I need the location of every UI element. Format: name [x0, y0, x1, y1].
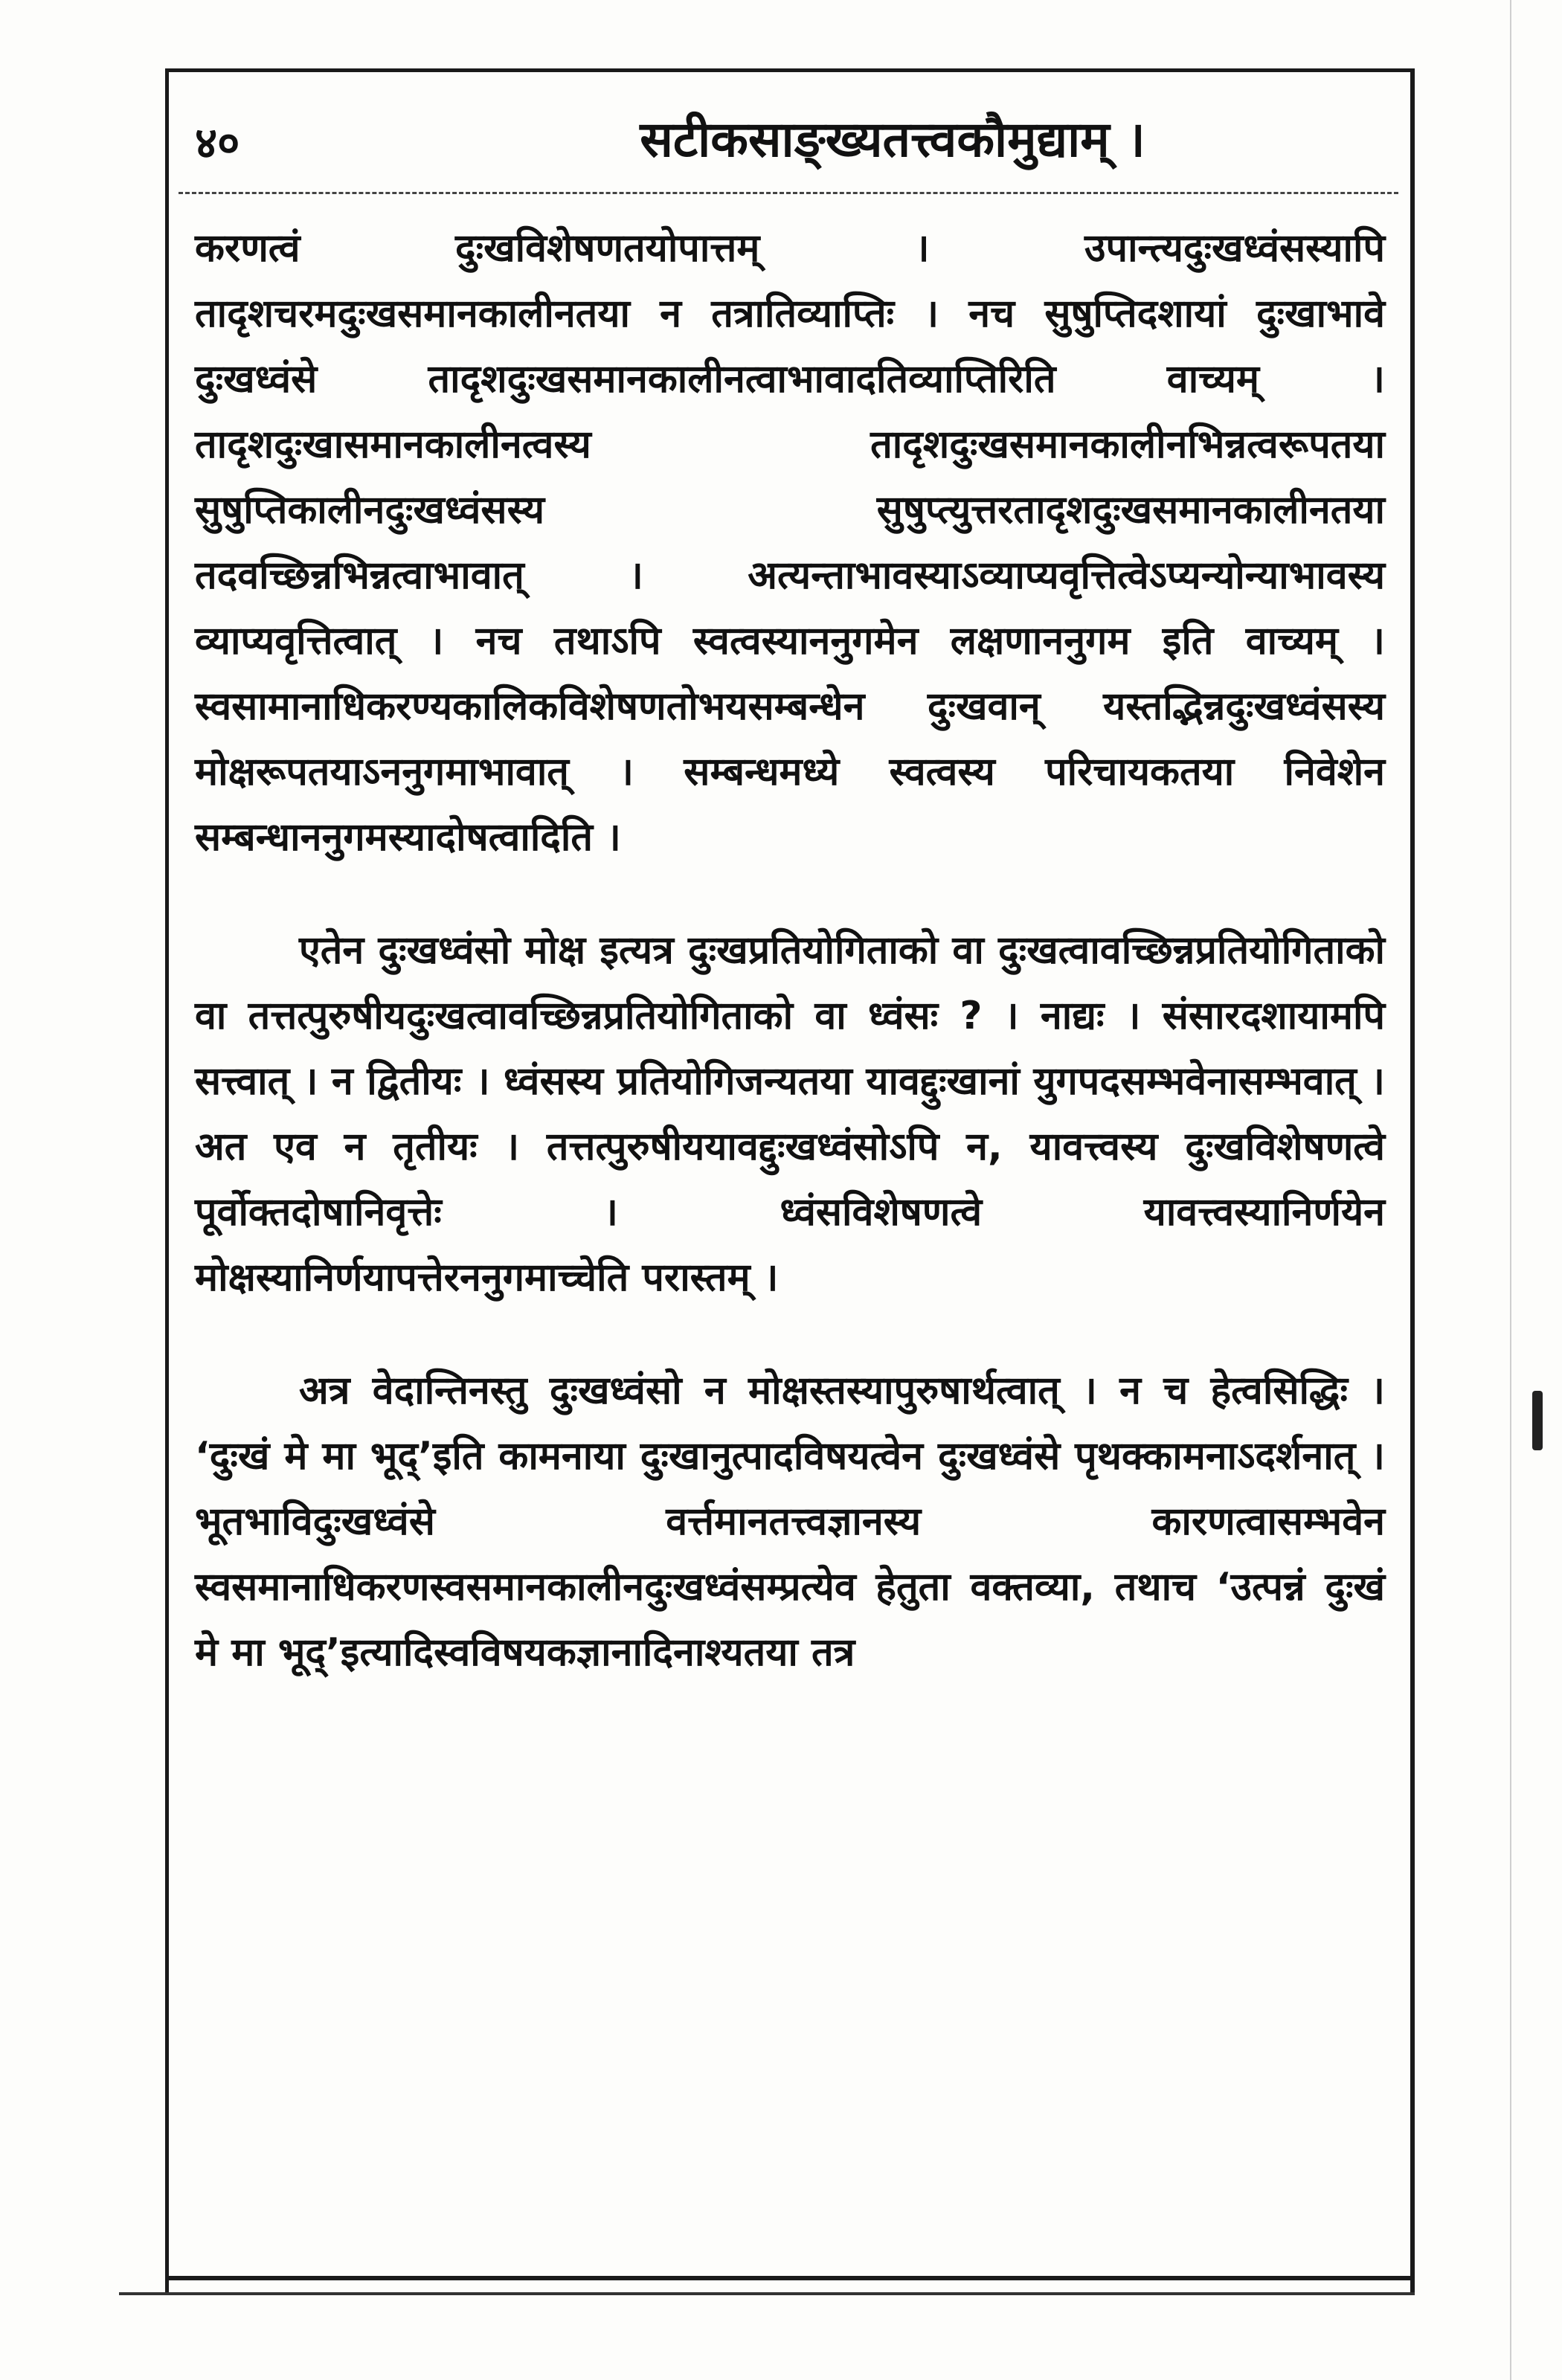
- frame-bottom-rule: [165, 2276, 1415, 2280]
- frame-left-rule: [165, 68, 169, 2295]
- header-divider: [179, 192, 1398, 194]
- paragraph-2: एतेन दुःखध्वंसो मोक्ष इत्यत्र दुःखप्रतियोगिताको वा दुःखत्वावच्छिन्नप्रतियोगिताको वा तत्तत्पुरुषीयदुःखत्वावच्छिन्नप्रतियोगिताको वा ध्वंसः ? । नाद्यः । संसारदशायामपि सत्त्वात् । न द्वितीयः । ध्वंसस्य प्रतियोगिजन्यतया यावद्दुःखानां युगपदसम्भवेनासम्भवात् । अत एव न तृतीयः । तत्तत्पुरुषीययावद्दुःखध्वंसोऽपि न, यावत्त्वस्य दुःखविशेषणत्वे पूर्वोक्तदोषानिवृत्तेः । ध्वंसविशेषणत्वे यावत्त्वस्यानिर्णयेन मोक्षस्यानिर्णयापत्तेरननुगमाच्चेति परास्तम् ।: [195, 928, 1385, 1300]
- scan-edge-shadow: [1510, 0, 1511, 2380]
- page-body: [195, 216, 1385, 1685]
- frame-right-rule: [1410, 68, 1415, 2295]
- frame-bottom-underline: [119, 2292, 1415, 2295]
- paragraph-1: करणत्वं दुःखविशेषणतयोपात्तम् । उपान्त्यदुःखध्वंसस्यापि तादृशचरमदुःखसमानकालीनतया न तत्रातिव्याप्तिः । नच सुषुप्तिदशायां दुःखाभावे दुःखध्वंसे तादृशदुःखसमानकालीनत्वाभावादतिव्याप्तिरिति वाच्यम् । तादृशदुःखासमानकालीनत्वस्य तादृशदुःखसमानकालीनभिन्नत्वरूपतया सुषुप्तिकालीनदुःखध्वंसस्य सुषुप्त्युत्तरतादृशदुःखसमानकालीनतया तदवच्छिन्नभिन्नत्वाभावात् । अत्यन्ताभावस्याऽव्याप्यवृत्तित्वेऽप्यन्योन्याभावस्य व्याप्यवृत्तित्वात् । नच तथाऽपि स्वत्वस्याननुगमेन लक्षणाननुगम इति वाच्यम् । स्वसामानाधिकरण्यकालिकविशेषणतोभयसम्बन्धेन दुःखवान् यस्तद्भिन्नदुःखध्वंसस्य मोक्षरूपतयाऽननुगमाभावात् । सम्बन्धमध्ये स्वत्वस्य परिचायकतया निवेशेन सम्बन्धाननुगमस्यादोषत्वादिति ।: [195, 226, 1385, 860]
- margin-ink-mark: [1532, 1391, 1543, 1450]
- page-number: ४०: [195, 118, 240, 168]
- frame-top-rule: [165, 68, 1415, 72]
- running-title: सटीकसाङ्ख्यतत्त्वकौमुद्याम् ।: [640, 111, 1145, 168]
- paragraph-3: अत्र वेदान्तिनस्तु दुःखध्वंसो न मोक्षस्तस्यापुरुषार्थत्वात् । न च हेत्वसिद्धिः । ‘दुःखं मे मा भूद्’इति कामनाया दुःखानुत्पादविषयत्वेन दुःखध्वंसे पृथक्कामनाऽदर्शनात् । भूतभाविदुःखध्वंसे वर्त्तमानतत्त्वज्ञानस्य कारणत्वासम्भवेन स्वसमानाधिकरणस्वसमानकालीनदुःखध्वंसम्प्रत्येव हेतुता वक्तव्या, तथाच ‘उत्पन्नं दुःखं मे मा भूद्’इत्यादिस्वविषयकज्ञानादिनाश्यतया तत्र: [195, 1368, 1385, 1675]
